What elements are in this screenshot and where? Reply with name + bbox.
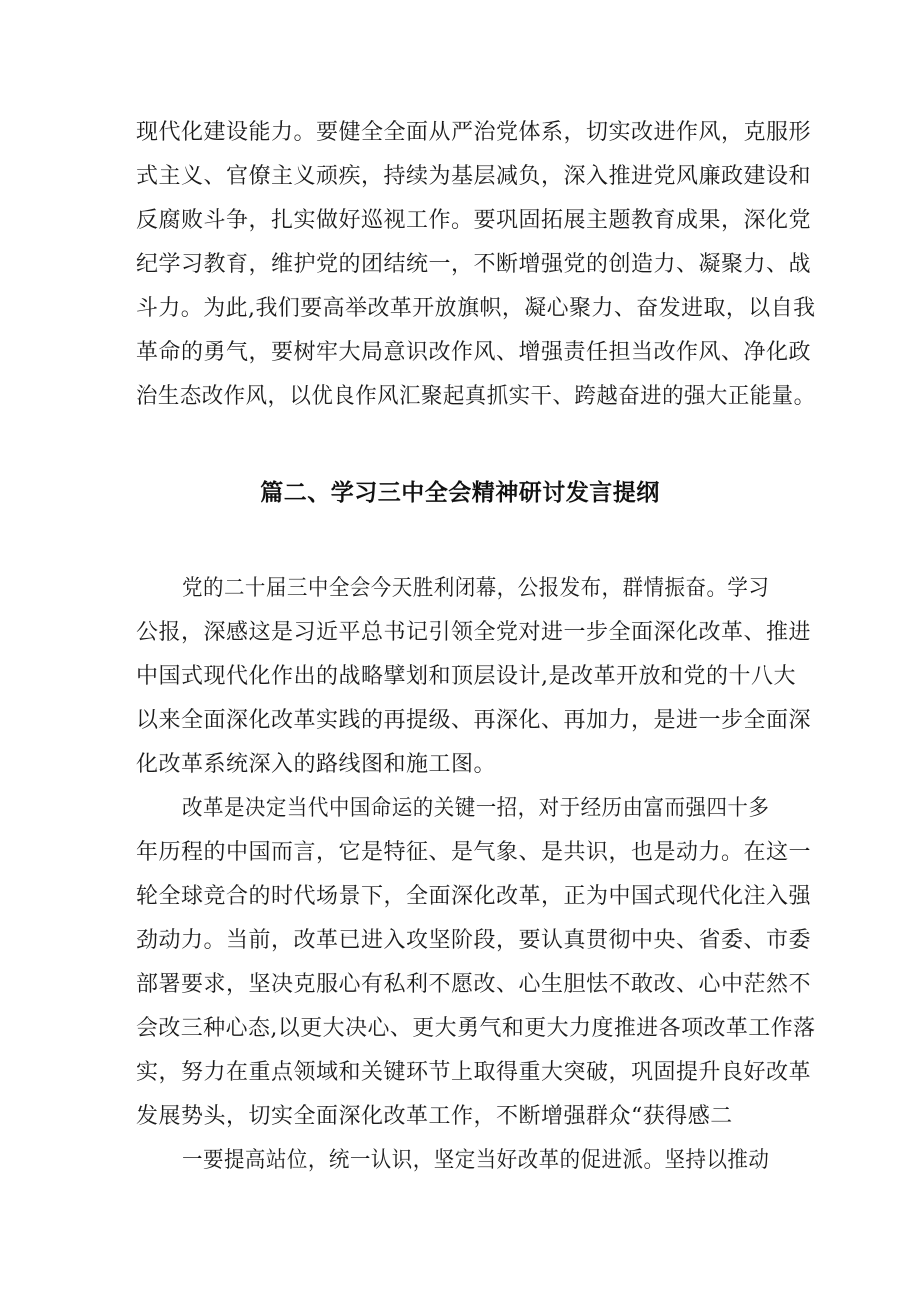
paragraph-first-line: 改革是决定当代中国命运的关键一招，对于经历由富而强四十多 bbox=[182, 796, 770, 821]
text-line: 化改革系统深入的路线图和施工图。 bbox=[136, 752, 497, 777]
text-line: 纪学习教育，维护党的团结统一，不断增强党的创造力、凝聚力、战 bbox=[136, 252, 812, 277]
text-line: 公报，深感这是习近平总书记引领全党对进一步全面深化改革、推进 bbox=[136, 620, 812, 645]
paragraph-first-line: 党的二十届三中全会今天胜利闭幕，公报发布，群情振奋。学习 bbox=[182, 576, 770, 601]
text-line: 治生态改作风，以优良作风汇聚起真抓实干、跨越奋进的强大正能量。 bbox=[136, 384, 816, 409]
text-line: 轮全球竞合的时代场景下，全面深化改革，正为中国式现代化注入强 bbox=[136, 884, 812, 909]
text-line: 部署要求，坚决克服心有私利不愿改、心生胆怯不敢改、心中茫然不 bbox=[136, 972, 812, 997]
text-line: 现代化建设能力。要健全全面从严治党体系，切实改进作风，克服形 bbox=[136, 120, 812, 145]
text-line: 反腐败斗争，扎实做好巡视工作。要巩固拓展主题教育成果，深化党 bbox=[136, 208, 812, 233]
text-line: 年历程的中国而言，它是特征、是气象、是共识，也是动力。在这一 bbox=[136, 840, 812, 865]
paragraph-first-line: 一要提高站位，统一认识，坚定当好改革的促进派。坚持以推动 bbox=[182, 1148, 770, 1173]
text-line: 以来全面深化改革实践的再提级、再深化、再加力，是进一步全面深 bbox=[136, 708, 812, 733]
text-line: 式主义、官僚主义顽疾，持续为基层减负，深入推进党风廉政建设和 bbox=[136, 164, 812, 189]
text-line: 实，努力在重点领域和关键环节上取得重大突破，巩固提升良好改革 bbox=[136, 1060, 812, 1085]
section-heading: 篇二、学习三中全会精神研讨发言提纲 bbox=[260, 480, 660, 506]
text-line: 中国式现代化作出的战略擘划和顶层设计,是改革开放和党的十八大 bbox=[136, 664, 796, 689]
text-line: 革命的勇气，要树牢大局意识改作风、增强责任担当改作风、净化政 bbox=[136, 340, 812, 365]
text-line: 会改三种心态,以更大决心、更大勇气和更大力度推进各项改革工作落 bbox=[136, 1016, 816, 1041]
text-line: 劲动力。当前，改革已进入攻坚阶段，要认真贯彻中央、省委、市委 bbox=[136, 928, 812, 953]
text-line: 斗力。为此,我们要高举改革开放旗帜，凝心聚力、奋发进取，以自我 bbox=[136, 296, 816, 321]
text-line: 发展势头，切实全面深化改革工作，不断增强群众“获得感二 bbox=[136, 1104, 733, 1129]
